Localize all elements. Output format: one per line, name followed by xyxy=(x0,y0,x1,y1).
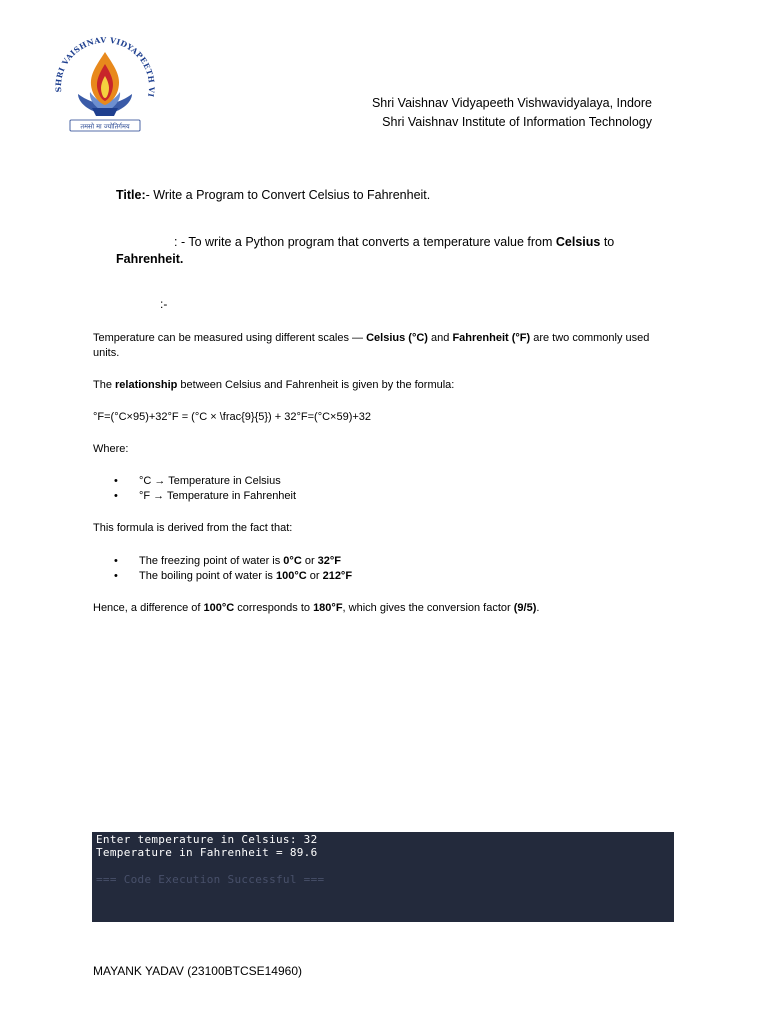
bold-value: 0°C xyxy=(283,555,302,567)
theory-paragraph-4 xyxy=(93,601,668,616)
console-line-status: === Code Execution Successful === xyxy=(96,873,325,886)
bullet-icon: • xyxy=(114,555,118,567)
text-run: are two commonly used units. xyxy=(93,332,650,359)
text-run: The freezing point of water is xyxy=(139,555,284,567)
formula-line: °F=(°C×95)+32°F = (°C × \frac{9}{5}) + 32°F=(°C×59)+32 xyxy=(93,411,372,423)
list-item-text: °F → Temperature in Fahrenheit xyxy=(139,490,297,502)
list-item xyxy=(93,554,668,569)
page-title xyxy=(116,188,430,202)
console-output xyxy=(92,832,674,922)
aim-prefix: : - To write a Python program that converts a temperature value from xyxy=(174,235,556,249)
list-item xyxy=(93,489,668,504)
text-run: The xyxy=(93,379,116,391)
logo-emblem-icon xyxy=(48,28,162,136)
list-item-text: °C → Temperature in Celsius xyxy=(139,475,281,487)
bold-celsius: Celsius (°C) xyxy=(366,332,428,344)
text-run: Temperature can be measured using different scales — xyxy=(93,332,367,344)
list-item xyxy=(93,569,668,584)
text-run: corresponds to xyxy=(234,602,314,614)
text-run: between Celsius and Fahrenheit is given by the formula: xyxy=(177,379,455,391)
text-run: or xyxy=(301,555,318,567)
bullet-icon: • xyxy=(114,570,118,582)
logo-ring-text: SHRI VAISHNAV VIDYAPEETH VI xyxy=(53,35,157,99)
bullet-icon: • xyxy=(114,475,118,487)
text-run: and xyxy=(427,332,453,344)
text-run: Hence, a difference of xyxy=(93,602,204,614)
title-label: Title: xyxy=(116,188,146,202)
symbol-list xyxy=(93,474,668,504)
console-line-input: Enter temperature in Celsius: 32 xyxy=(96,833,318,846)
theory-paragraph-3: This formula is derived from the fact that: xyxy=(93,522,293,534)
text-run: . xyxy=(536,602,540,614)
institute-name: Shri Vaishnav Institute of Information Technology xyxy=(382,115,652,129)
console-line-result: Temperature in Fahrenheit = 89.6 xyxy=(96,846,318,859)
aim-bold-celsius: Celsius xyxy=(555,235,601,249)
title-text: - Write a Program to Convert Celsius to Fahrenheit. xyxy=(145,188,431,202)
bold-value: 100°C xyxy=(203,602,235,614)
where-label: Where: xyxy=(93,443,129,455)
aim-statement xyxy=(116,234,656,268)
theory-paragraph-1 xyxy=(93,331,668,361)
aim-mid: to xyxy=(600,235,615,249)
text-run: The boiling point of water is xyxy=(139,570,276,582)
bold-value: 212°F xyxy=(322,570,353,582)
university-logo xyxy=(48,28,162,136)
aim-bold-fahrenheit: Fahrenheit. xyxy=(116,252,184,266)
list-item xyxy=(93,474,668,489)
logo-motto: तमसो मा ज्योतिर्गमय xyxy=(80,122,130,131)
bold-value: 100°C xyxy=(275,570,307,582)
bold-fahrenheit: Fahrenheit (°F) xyxy=(452,332,531,344)
text-run: , which gives the conversion factor xyxy=(342,602,514,614)
bullet-icon: • xyxy=(114,490,118,502)
water-points-list xyxy=(93,554,668,584)
text-run: or xyxy=(306,570,323,582)
bold-value: (9/5) xyxy=(513,602,537,614)
university-name: Shri Vaishnav Vidyapeeth Vishwavidyalaya, Indore xyxy=(371,96,652,110)
theory-label: :- xyxy=(160,297,168,311)
bold-relationship: relationship xyxy=(115,379,178,391)
bold-value: 32°F xyxy=(317,555,342,567)
bold-value: 180°F xyxy=(313,602,343,614)
student-name-footer: MAYANK YADAV (23100BTCSE14960) xyxy=(93,964,302,978)
theory-paragraph-2 xyxy=(93,378,668,393)
